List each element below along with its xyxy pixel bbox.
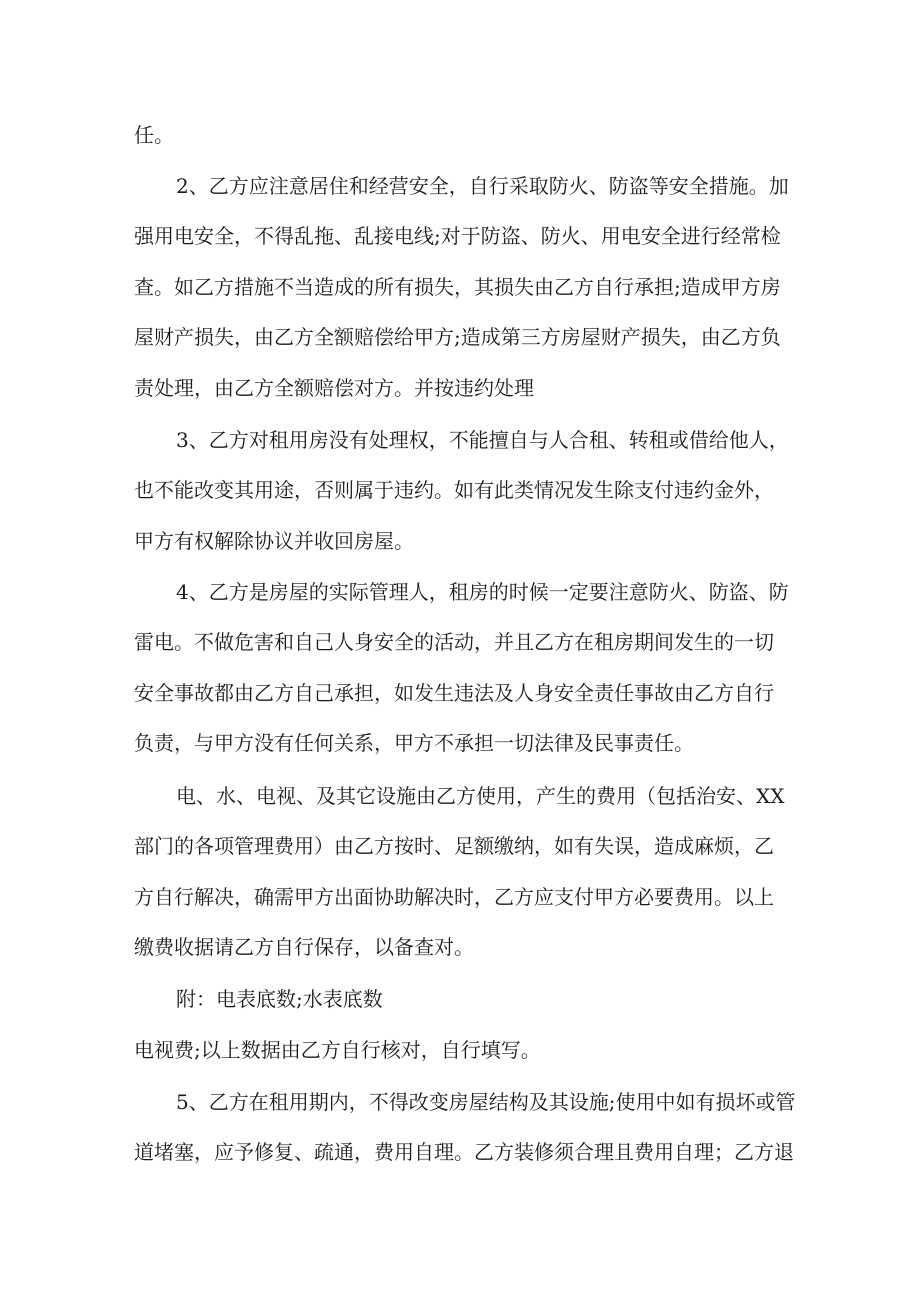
text-line: 甲方有权解除协议并收回房屋。	[134, 529, 414, 553]
text-line: 附：电表底数;水表底数	[176, 987, 383, 1011]
text-line: 3、乙方对租用房没有处理权，不能擅自与人合租、转租或借给他人，	[176, 428, 789, 452]
text-line: 方自行解决，确需甲方出面协助解决时，乙方应支付甲方必要费用。以上	[134, 885, 774, 909]
text-line: 缴费收据请乙方自行保存，以备查对。	[134, 935, 474, 959]
text-line: 安全事故都由乙方自己承担，如发生违法及人身安全责任事故由乙方自行	[134, 681, 774, 705]
text-line: 强用电安全，不得乱拖、乱接电线;对于防盗、防火、用电安全进行经常检	[134, 224, 781, 248]
text-line: 也不能改变其用途，否则属于违约。如有此类情况发生除支付违约金外，	[134, 478, 774, 502]
text-line: 道堵塞，应予修复、疏通，费用自理。乙方装修须合理且费用自理；乙方退	[134, 1140, 794, 1164]
text-line: 2、乙方应注意居住和经营安全，自行采取防火、防盗等安全措施。加	[176, 174, 789, 198]
text-line: 雷电。不做危害和自己人身安全的活动，并且乙方在租房期间发生的一切	[134, 630, 774, 654]
text-line: 4、乙方是房屋的实际管理人，租房的时候一定要注意防火、防盗、防	[176, 580, 789, 604]
text-line: 查。如乙方措施不当造成的所有损失，其损失由乙方自行承担;造成甲方房	[134, 275, 781, 299]
text-line: 负责，与甲方没有任何关系，甲方不承担一切法律及民事责任。	[134, 731, 694, 755]
text-line: 屋财产损失，由乙方全额赔偿给甲方;造成第三方房屋财产损失，由乙方负	[134, 325, 781, 349]
text-line: 电、水、电视、及其它设施由乙方使用，产生的费用（包括治安、XX	[176, 784, 785, 808]
text-line: 责处理，由乙方全额赔偿对方。并按违约处理	[134, 376, 534, 400]
text-line: 任。	[134, 123, 174, 147]
text-line: 部门的各项管理费用）由乙方按时、足额缴纳，如有失误，造成麻烦，乙	[134, 834, 774, 858]
text-line: 电视费;以上数据由乙方自行核对，自行填写。	[134, 1038, 541, 1062]
text-line: 5、乙方在租用期内，不得改变房屋结构及其设施;使用中如有损坏或管	[176, 1090, 796, 1114]
